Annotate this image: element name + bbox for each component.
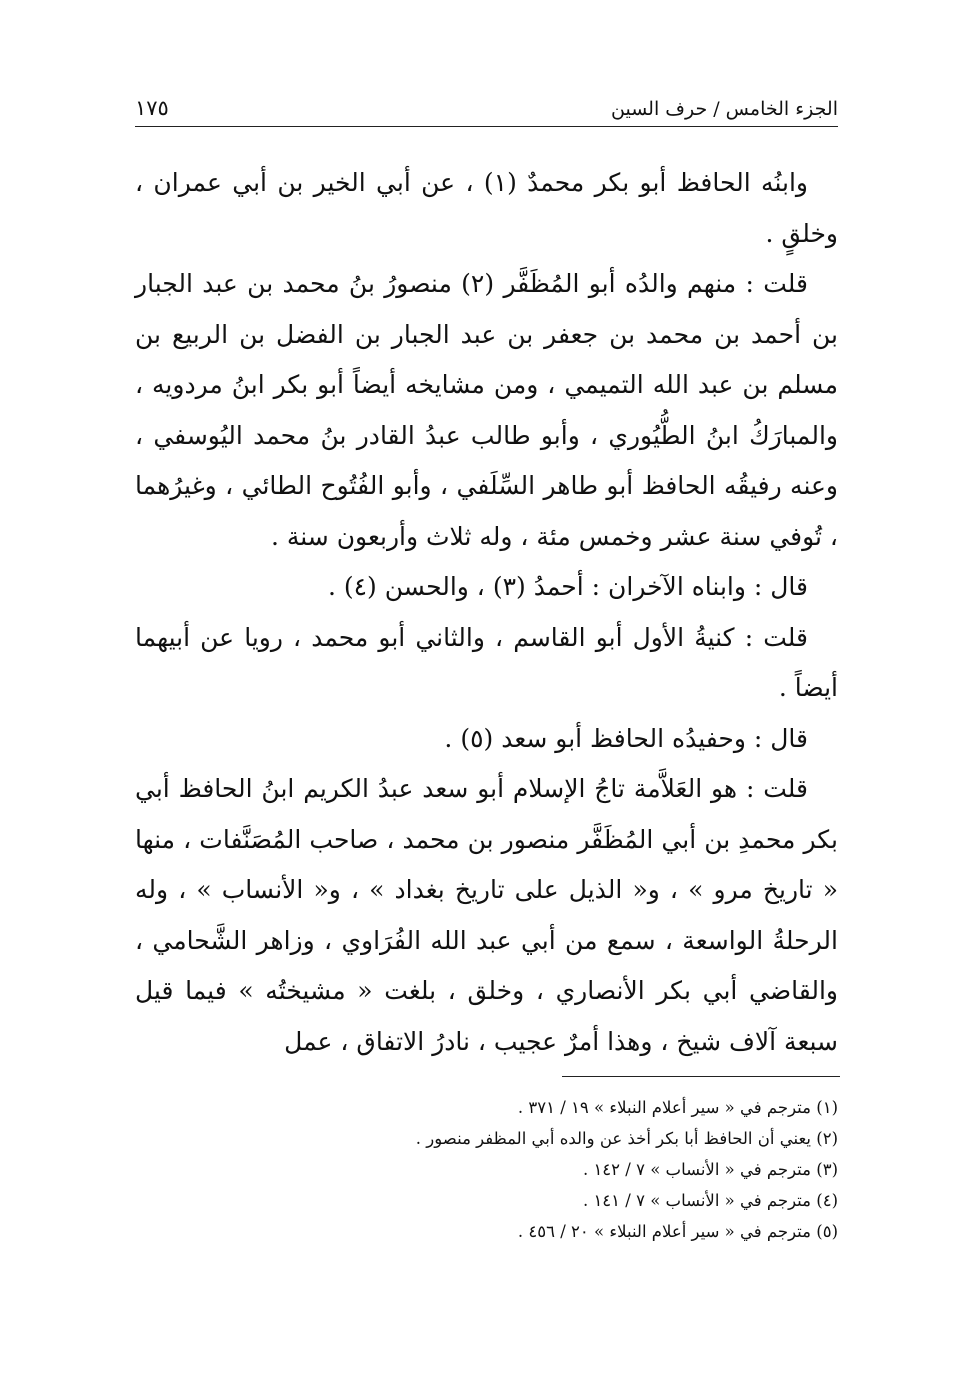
footnote: (١) مترجم في « سير أعلام النبلاء » ١٩ / ٣٧١ .	[517, 1098, 838, 1117]
paragraph: وابنُه الحافظ أبو بكر محمدٌ (١) ، عن أبي الخير بن أبي عمران ، وخلقٍ .	[135, 168, 838, 248]
paragraph: قال : وحفيدُه الحافظ أبو سعد (٥) .	[444, 723, 808, 753]
footnote-rule	[562, 1076, 840, 1077]
main-text	[135, 158, 838, 1067]
header-rule	[135, 126, 838, 127]
running-title: الجزء الخامس / حرف السين	[611, 98, 838, 120]
paragraph: قال : وابناه الآخران : أحمدُ (٣) ، والحسن (٤) .	[327, 572, 808, 601]
footnote: (٣) مترجم في « الأنساب » ٧ / ١٤٢ .	[582, 1160, 838, 1179]
footnote: (٥) مترجم في « سير أعلام النبلاء » ٢٠ / ٤٥٦ .	[517, 1222, 838, 1241]
page-number: ١٧٥	[135, 96, 169, 120]
footnote: (٤) مترجم في « الأنساب » ٧ / ١٤١ .	[582, 1191, 838, 1210]
paragraph: قلت : كنيةُ الأول أبو القاسم ، والثاني أبو محمد ، رويا عن أبيهما أيضاً .	[135, 622, 838, 702]
paragraph: قلت : هو العَلاَّمة تاجُ الإسلام أبو سعد عبدُ الكريم ابنُ الحافظ أبي بكر محمدِ بن أبي المُظَفَّر منصور بن محمد ، صاحب المُصَنَّفات ، منها « تاريخ مرو » ، و« الذيل على تاريخ بغداد » ، و« الأنساب » ، وله الرحلةُ الواسعة ، سمع من أبي عبد الله الفُرَاوي ، وزاهر الشَّحامي ، والقاضي أبي بكر الأنصاري ، وخلق ، بلغت « مشيختُه » فيما قيل سبعة آلاف شيخ ، وهذا أمرٌ عجيب ، نادرُ الاتفاق ، عمل	[135, 774, 838, 1056]
footnote: (٢) يعني أن الحافظ أبا بكر أخذ عن والده أبي المظفر منصور .	[415, 1129, 838, 1148]
footnotes	[135, 1092, 838, 1247]
page-header	[135, 80, 838, 120]
paragraph: قلت : منهم والدُه أبو المُظَفَّر (٢) منصورُ بنُ محمد بن عبد الجبار بن أحمد بن محمد بن جعفر بن عبد الجبار بن الفضل بن الربيع بن مسلم بن عبد الله التميمي ، ومن مشايخه أيضاً أبو بكر ابنُ مردويه ، والمبارَكُ ابنُ الطُّيُوري ، وأبو طالب عبدُ القادر بنُ محمد اليُوسفي ، وعنه رفيقُه الحافظ أبو طاهر السِّلَفي ، وأبو الفُتُوح الطائي ، وغيرُهما ، تُوفي سنة عشر وخمس مئة ، وله ثلاث وأربعون سنة .	[135, 269, 838, 551]
